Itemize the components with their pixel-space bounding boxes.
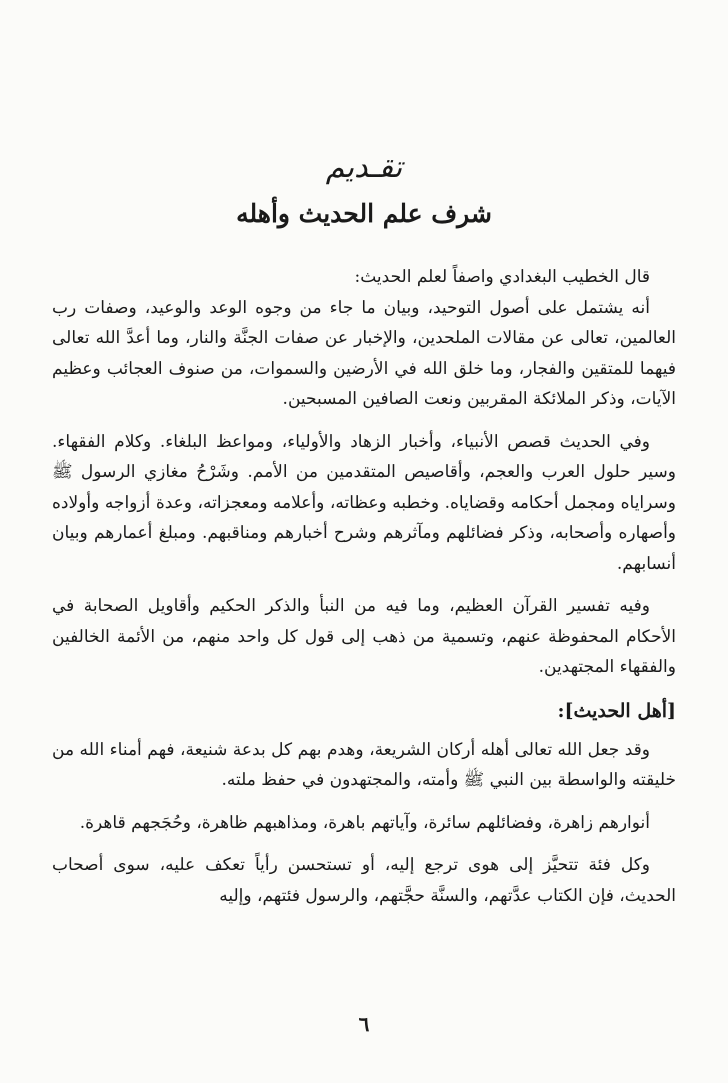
paragraph-ahl-virtues: أنوارهم زاهرة، وفضائلهم سائرة، وآياتهم باهرة، ومذاهبهم ظاهرة، وحُجَجهم قاهرة. <box>79 812 650 833</box>
document-body <box>52 262 676 911</box>
section-heading-ahl-al-hadith: [أهل الحديث]: <box>557 699 676 722</box>
paragraph-contents: وفي الحديث قصص الأنبياء، وأخبار الزهاد والأولياء، ومواعظ البلغاء. وكلام الفقهاء. وسير حلول العرب والعجم، وأقاصيص المتقدمين من الأمم. وشَرْحُ مغازي الرسول ﷺ وسراياه ومجمل أحكامه وقضاياه. وخطبه وعظاته، وأعلامه ومعجزاته، وعدة أزواجه وأولاده وأصهاره وأصحابه، وذكر فضائلهم ومآثرهم وشرح أخبارهم ومناقبهم. ومبلغ أعمارهم وبيان أنسابهم. <box>52 431 676 574</box>
page-number: ٦ <box>358 1012 370 1036</box>
paragraph-ahl-role: وقد جعل الله تعالى أهله أركان الشريعة، وهدم بهم كل بدعة شنيعة، فهم أمناء الله من خليقته والواسطة بين النبي ﷺ وأمته، والمجتهدون في حفظ ملته. <box>52 739 676 790</box>
page-title: تقـديم <box>325 150 403 185</box>
paragraph-tafsir: وفيه تفسير القرآن العظيم، وما فيه من النبأ والذكر الحكيم وأقاويل الصحابة في الأحكام المحفوظة عنهم، وتسمية من ذهب إلى قول كل واحد منهم، من الأئمة الخالفين والفقهاء المجتهدين. <box>52 596 676 677</box>
page-subtitle: شرف علم الحديث وأهله <box>236 199 492 228</box>
paragraph-ahl-distinction: وكل فئة تتحيَّز إلى هوى ترجع إليه، أو تستحسن رأياً تعكف عليه، سوى أصحاب الحديث، فإن الكتاب عدَّتهم، والسنَّة حجَّتهم، والرسول فئتهم، وإليه <box>52 855 676 906</box>
intro-line: قال الخطيب البغدادي واصفاً لعلم الحديث: <box>354 267 650 287</box>
paragraph-definition: أنه يشتمل على أصول التوحيد، وبيان ما جاء من وجوه الوعد والوعيد، وصفات رب العالمين، تعالى عن مقالات الملحدين، والإخبار عن صفات الجنَّة والنار، وما أعدَّ الله تعالى فيهما للمتقين والفجار، وما خلق الله في الأرضين والسموات، من صنوف العجائب وعظيم الآيات، وذكر الملائكة المقربين ونعت الصافين المسبحين. <box>52 297 676 409</box>
